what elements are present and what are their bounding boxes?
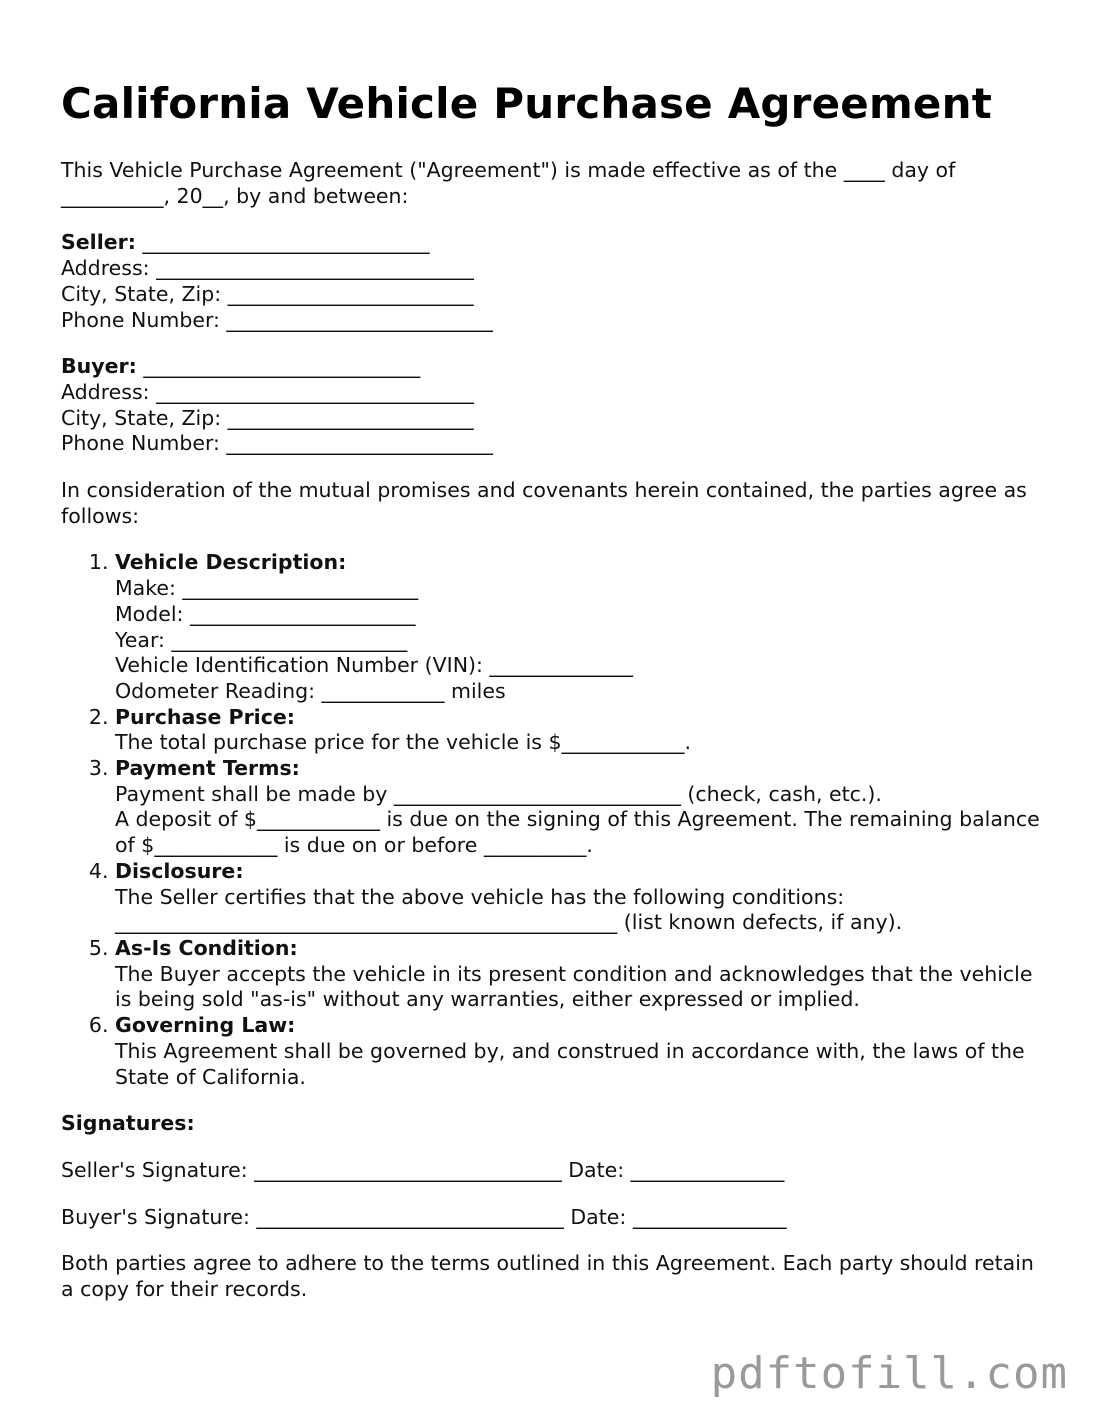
- model-line: Model: ______________________: [115, 601, 416, 626]
- seller-name-field: ____________________________: [135, 230, 430, 255]
- make-line: Make: _______________________: [115, 576, 419, 601]
- law-heading: Governing Law:: [115, 1013, 296, 1038]
- odometer-line: Odometer Reading: ____________ miles: [115, 678, 506, 703]
- vin-line: Vehicle Identification Number (VIN): ______________: [115, 653, 633, 678]
- section-disclosure: [115, 859, 1051, 936]
- buyer-city-line: City, State, Zip: ________________________: [61, 405, 474, 430]
- asis-heading: As-Is Condition:: [115, 935, 298, 960]
- document-page: [61, 78, 1051, 1303]
- section-purchase-price: [115, 705, 1051, 756]
- buyer-label: Buyer:: [61, 354, 137, 379]
- seller-phone-line: Phone Number: __________________________: [61, 307, 493, 332]
- section-as-is-condition: [115, 936, 1051, 1013]
- buyer-name-field: ___________________________: [136, 354, 421, 379]
- seller-city-line: City, State, Zip: ________________________: [61, 281, 474, 306]
- terms-list: [61, 550, 1051, 1090]
- document-title: California Vehicle Purchase Agreement: [61, 79, 992, 128]
- consideration-paragraph: In consideration of the mutual promises and covenants herein contained, the parties agree as follows:: [61, 478, 1027, 528]
- defects-line: _________________________________________________ (list known defects, if any).: [115, 910, 903, 935]
- seller-signature-line: Seller's Signature: ______________________________ Date: _______________: [61, 1157, 785, 1182]
- law-text: This Agreement shall be governed by, and construed in accordance with, the laws of the State of California.: [115, 1038, 1025, 1089]
- seller-block: [61, 230, 1051, 333]
- section-governing-law: [115, 1013, 1051, 1090]
- buyer-block: [61, 354, 1051, 457]
- buyer-phone-line: Phone Number: __________________________: [61, 431, 493, 456]
- price-heading: Purchase Price:: [115, 704, 295, 729]
- seller-label: Seller:: [61, 230, 136, 255]
- payment-method-text: Payment shall be made by ____________________________ (check, cash, etc.).: [115, 781, 882, 806]
- buyer-signature-line: Buyer's Signature: ______________________________ Date: _______________: [61, 1204, 787, 1229]
- payment-deposit-text: A deposit of $____________ is due on the signing of this Agreement. The remaining balance of $____________ is due on or before __________.: [115, 807, 1040, 858]
- seller-address-line: Address: _______________________________: [61, 256, 474, 281]
- section-vehicle-description: [115, 550, 1051, 704]
- closing-paragraph: Both parties agree to adhere to the terms outlined in this Agreement. Each party should retain a copy for their records.: [61, 1251, 1034, 1302]
- vehicle-heading: Vehicle Description:: [115, 550, 347, 575]
- seller-name-line: [61, 230, 1051, 256]
- payment-heading: Payment Terms:: [115, 756, 300, 781]
- buyer-name-line: [61, 354, 1051, 380]
- intro-paragraph: This Vehicle Purchase Agreement ("Agreement") is made effective as of the ____ day of __________, 20__, by and between:: [61, 158, 956, 208]
- year-line: Year: _______________________: [115, 627, 408, 652]
- disclosure-heading: Disclosure:: [115, 858, 244, 883]
- signatures-heading: Signatures:: [61, 1111, 195, 1136]
- section-payment-terms: [115, 756, 1051, 859]
- asis-text: The Buyer accepts the vehicle in its present condition and acknowledges that the vehicle is being sold "as-is" without any warranties, either expressed or implied.: [115, 961, 1033, 1012]
- watermark: pdftofill.com: [710, 1348, 1068, 1399]
- disclosure-text: The Seller certifies that the above vehicle has the following conditions:: [115, 884, 845, 909]
- price-text: The total purchase price for the vehicle is $____________.: [115, 730, 692, 755]
- buyer-address-line: Address: _______________________________: [61, 379, 474, 404]
